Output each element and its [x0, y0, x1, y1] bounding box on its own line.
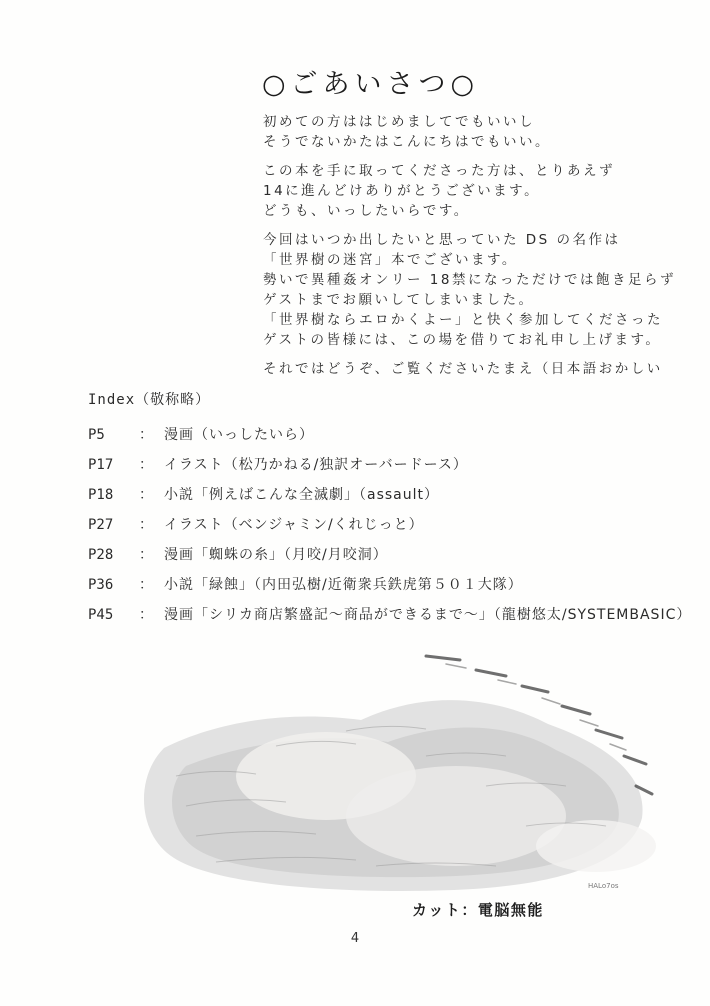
index-row: [88, 578, 691, 592]
index-description: 小説「例えばこんな全滅劇」（assault）: [164, 487, 439, 503]
greeting-line: 勢いで異種姦オンリー 18禁になっただけでは飽き足らず: [263, 272, 676, 288]
greeting-line: 「世界樹の迷宮」本でございます。: [263, 252, 518, 268]
index-description: 漫画「シリカ商店繁盛記～商品ができるまで～」（龍樹悠太/SYSTEMBASIC）: [164, 607, 692, 623]
index-row: [88, 518, 691, 532]
illustration-caption: カット：電脳無能: [412, 901, 544, 919]
index-separator: ：: [139, 607, 153, 623]
index-page-number: P17: [88, 457, 114, 473]
sketch-drawing: [126, 626, 662, 902]
greeting-paragraph: [263, 230, 676, 350]
index-separator: ：: [139, 487, 153, 503]
greeting-paragraph: [263, 359, 676, 379]
index-row: [88, 428, 691, 442]
greeting-line: どうも、いっしたいらです。: [263, 203, 470, 219]
index-page-number: P36: [88, 577, 114, 593]
index-header: Index（敬称略）: [88, 392, 211, 408]
page-title: ○ごあいさつ○: [262, 69, 480, 100]
index-separator: ：: [139, 517, 153, 533]
index-description: 漫画「蜘蛛の糸」（月咬/月咬洞）: [164, 547, 388, 563]
index-row: [88, 548, 691, 562]
index-description: イラスト（ベンジャミン/くれじっと）: [164, 517, 424, 533]
greeting-paragraph: [263, 161, 676, 221]
greeting-line: 初めての方ははじめましてでもいいし: [263, 114, 535, 130]
index-page-number: P45: [88, 607, 114, 623]
index-row: [88, 458, 691, 472]
greeting-text: [263, 112, 676, 388]
index-page-number: P18: [88, 487, 114, 503]
pencil-sketch-illustration: [126, 626, 662, 902]
index-description: イラスト（松乃かねる/独訳オーバードース）: [164, 457, 468, 473]
index-separator: ：: [139, 457, 153, 473]
index-description: 小説「緑蝕」（内田弘樹/近衛衆兵鉄虎第５０１大隊）: [164, 577, 523, 593]
index-separator: ：: [139, 427, 153, 443]
greeting-line: 14に進んどけありがとうございます。: [263, 183, 541, 199]
table-of-contents: [88, 389, 691, 638]
index-page-number: P28: [88, 547, 114, 563]
greeting-line: それではどうぞ、ご覧くださいたまえ（日本語おかしい: [263, 361, 663, 377]
index-row: [88, 608, 691, 622]
greeting-line: 今回はいつか出したいと思っていた DS の名作は: [263, 232, 621, 248]
greeting-line: この本を手に取ってくださった方は、とりあえず: [263, 163, 615, 179]
index-separator: ：: [139, 577, 153, 593]
index-description: 漫画（いっしたいら）: [164, 427, 314, 443]
index-separator: ：: [139, 547, 153, 563]
greeting-paragraph: [263, 112, 676, 152]
artist-signature: HALo7os: [588, 882, 619, 890]
page-number: 4: [350, 931, 360, 946]
greeting-line: そうでないかたはこんにちはでもいい。: [263, 134, 551, 150]
index-row: [88, 488, 691, 502]
greeting-line: ゲストの皆様には、この場を借りてお礼申し上げます。: [263, 332, 662, 348]
index-page-number: P27: [88, 517, 114, 533]
greeting-line: 「世界樹ならエロかくよー」と快く参加してくださった: [263, 312, 663, 328]
index-page-number: P5: [88, 427, 105, 443]
greeting-line: ゲストまでお願いしてしまいました。: [263, 292, 535, 308]
